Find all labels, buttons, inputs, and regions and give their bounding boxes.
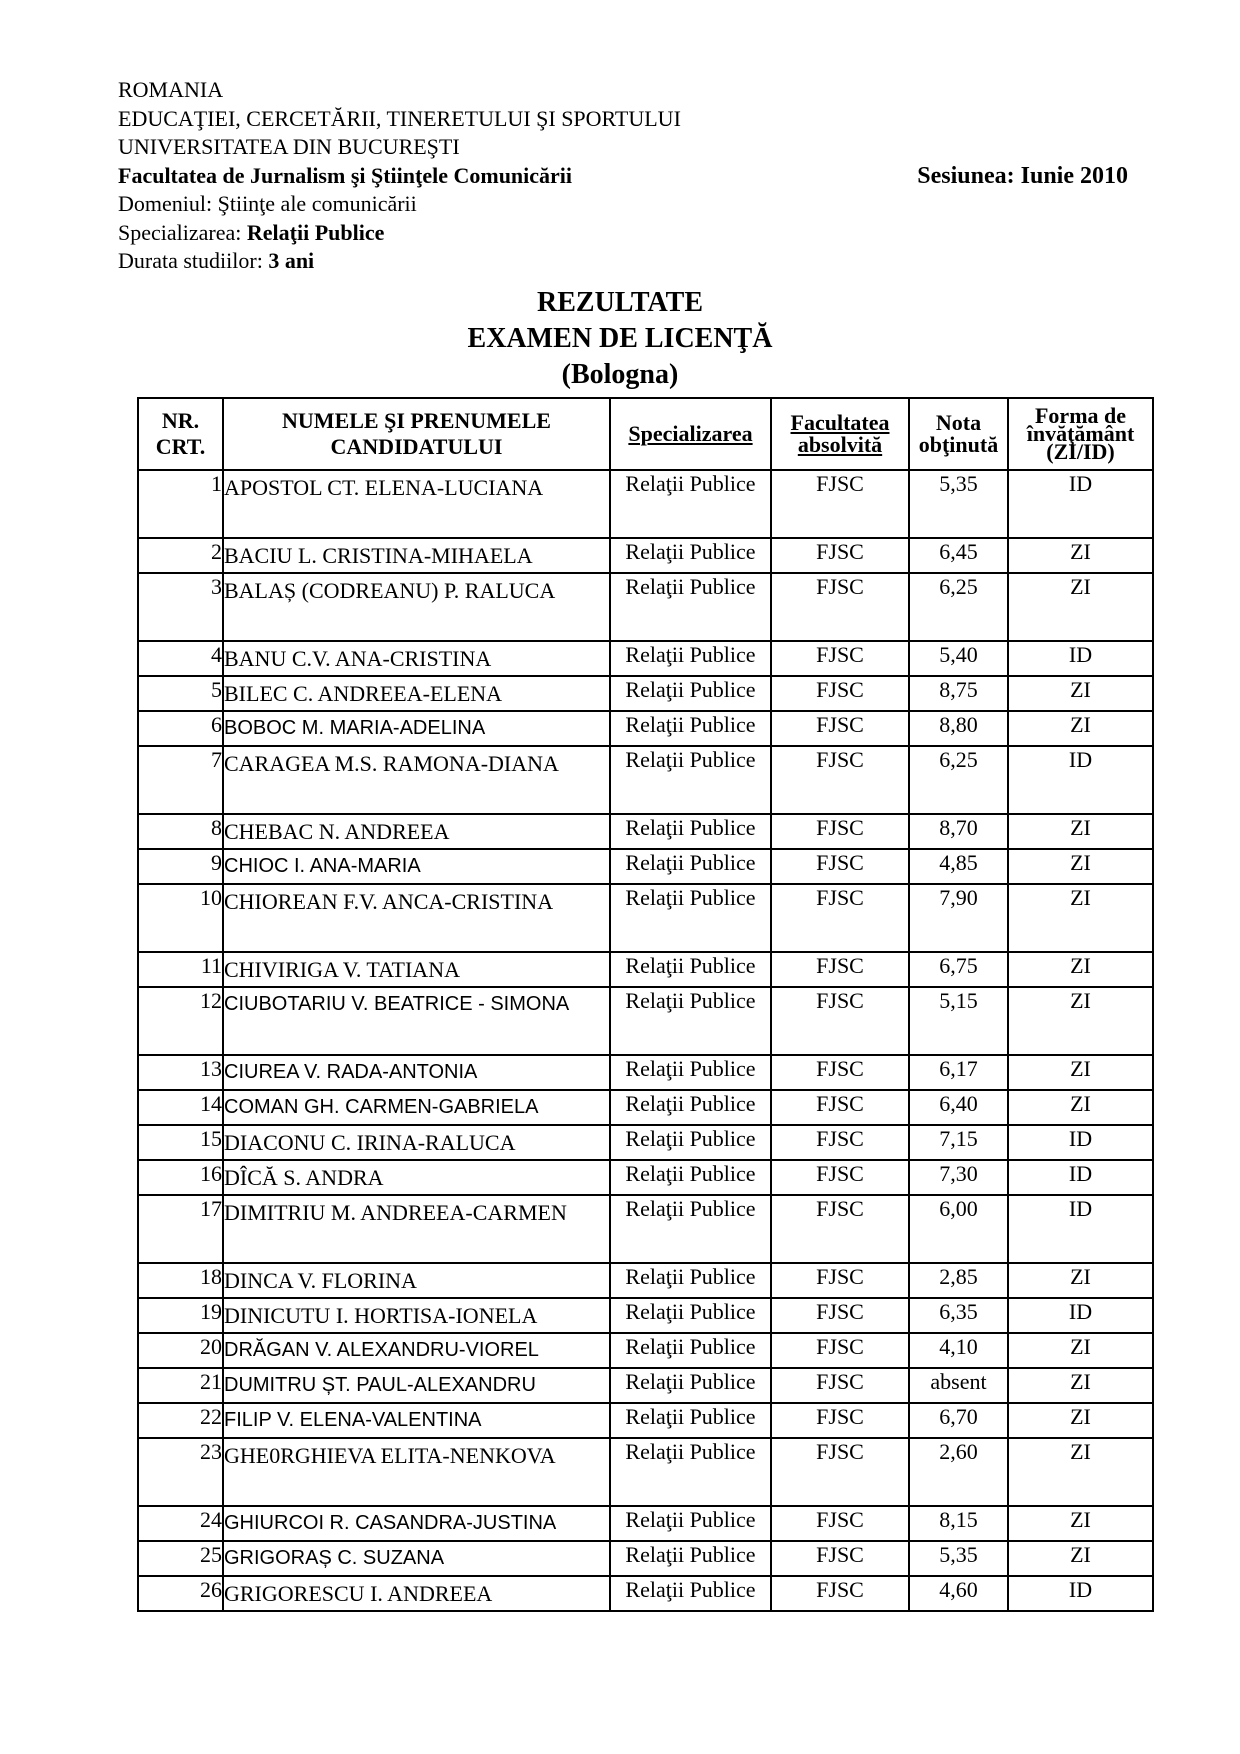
row-study-form: ID — [1008, 1195, 1153, 1263]
table-row — [138, 952, 1153, 987]
column-header-study-form — [1008, 398, 1153, 470]
row-nr: 6 — [138, 711, 223, 746]
row-study-form: ID — [1008, 1125, 1153, 1160]
row-nr: 21 — [138, 1368, 223, 1403]
row-grade: 6,75 — [909, 952, 1008, 987]
university-line: UNIVERSITATEA DIN BUCUREŞTI — [118, 134, 460, 159]
row-faculty: FJSC — [771, 1125, 909, 1160]
row-nr: 8 — [138, 814, 223, 849]
table-row — [138, 1576, 1153, 1611]
row-grade: 5,35 — [909, 1541, 1008, 1576]
table-row — [138, 573, 1153, 641]
row-faculty: FJSC — [771, 884, 909, 952]
row-faculty: FJSC — [771, 1090, 909, 1125]
row-faculty: FJSC — [771, 814, 909, 849]
row-specialization: Relaţii Publice — [610, 1298, 771, 1333]
row-nr: 16 — [138, 1160, 223, 1195]
row-specialization: Relaţii Publice — [610, 1506, 771, 1541]
row-nr: 9 — [138, 849, 223, 884]
row-study-form: ZI — [1008, 538, 1153, 573]
row-study-form: ID — [1008, 1160, 1153, 1195]
row-grade: 5,40 — [909, 641, 1008, 676]
row-study-form: ID — [1008, 1298, 1153, 1333]
document-title — [0, 285, 1240, 393]
specialization-label: Specializarea: — [118, 219, 247, 245]
column-header-grade — [909, 398, 1008, 470]
table-row — [138, 1263, 1153, 1298]
title-exam: EXAMEN DE LICENŢĂ — [467, 323, 773, 354]
row-nr: 2 — [138, 538, 223, 573]
row-name: CHEBAC N. ANDREEA — [223, 814, 610, 849]
ministry-line: EDUCAŢIEI, CERCETĂRII, TINERETULUI ŞI SPORTULUI — [118, 105, 681, 131]
row-specialization: Relaţii Publice — [610, 746, 771, 814]
row-study-form: ZI — [1008, 952, 1153, 987]
table-row — [138, 1055, 1153, 1090]
row-name: GRIGORESCU I. ANDREEA — [223, 1576, 610, 1611]
row-specialization: Relaţii Publice — [610, 849, 771, 884]
table-row — [138, 1333, 1153, 1368]
row-name: APOSTOL CT. ELENA-LUCIANA — [223, 470, 610, 538]
row-name: BACIU L. CRISTINA-MIHAELA — [223, 538, 610, 573]
column-header-specialization — [610, 398, 771, 470]
column-header-study-form-line1: Forma de — [1034, 403, 1127, 428]
table-row — [138, 814, 1153, 849]
row-specialization: Relaţii Publice — [610, 538, 771, 573]
row-name: DUMITRU ȘT. PAUL-ALEXANDRU — [223, 1368, 610, 1403]
row-name: CHIOC I. ANA-MARIA — [223, 849, 610, 884]
row-specialization: Relaţii Publice — [610, 1541, 771, 1576]
row-faculty: FJSC — [771, 711, 909, 746]
row-name: FILIP V. ELENA-VALENTINA — [223, 1403, 610, 1438]
row-faculty: FJSC — [771, 1541, 909, 1576]
row-study-form: ZI — [1008, 1403, 1153, 1438]
column-header-name-line1: NUMELE ŞI PRENUMELE — [282, 408, 551, 433]
row-grade: 4,10 — [909, 1333, 1008, 1368]
row-faculty: FJSC — [771, 1403, 909, 1438]
row-specialization: Relaţii Publice — [610, 1403, 771, 1438]
row-name: CHIVIRIGA V. TATIANA — [223, 952, 610, 987]
row-nr: 13 — [138, 1055, 223, 1090]
row-specialization: Relaţii Publice — [610, 573, 771, 641]
row-faculty: FJSC — [771, 1368, 909, 1403]
row-grade: 8,15 — [909, 1506, 1008, 1541]
row-name: BOBOC M. MARIA-ADELINA — [223, 711, 610, 746]
row-specialization: Relaţii Publice — [610, 1160, 771, 1195]
row-grade: 4,85 — [909, 849, 1008, 884]
row-name: BILEC C. ANDREEA-ELENA — [223, 676, 610, 711]
row-nr: 19 — [138, 1298, 223, 1333]
table-row — [138, 987, 1153, 1055]
row-faculty: FJSC — [771, 1263, 909, 1298]
row-grade: absent — [909, 1368, 1008, 1403]
row-faculty: FJSC — [771, 641, 909, 676]
row-nr: 24 — [138, 1506, 223, 1541]
row-specialization: Relaţii Publice — [610, 1368, 771, 1403]
row-grade: 4,60 — [909, 1576, 1008, 1611]
column-header-nr-line1: NR. — [161, 408, 200, 433]
row-name: GHE0RGHIEVA ELITA-NENKOVA — [223, 1438, 610, 1506]
row-specialization: Relaţii Publice — [610, 470, 771, 538]
faculty-name: Facultatea de Jurnalism şi Ştiinţele Comunicării — [118, 162, 573, 188]
title-bologna: (Bologna) — [561, 359, 679, 390]
row-name: BALAȘ (CODREANU) P. RALUCA — [223, 573, 610, 641]
row-nr: 4 — [138, 641, 223, 676]
row-name: DINCA V. FLORINA — [223, 1263, 610, 1298]
row-nr: 15 — [138, 1125, 223, 1160]
country-line: ROMANIA — [118, 77, 224, 102]
column-header-faculty-line1: Facultatea — [790, 410, 890, 435]
row-name: DÎCĂ S. ANDRA — [223, 1160, 610, 1195]
row-nr: 1 — [138, 470, 223, 538]
table-row — [138, 1160, 1153, 1195]
row-grade: 5,35 — [909, 470, 1008, 538]
row-specialization: Relaţii Publice — [610, 1263, 771, 1298]
domain-label: Domeniul: — [118, 191, 218, 216]
table-row — [138, 1195, 1153, 1263]
table-row — [138, 1438, 1153, 1506]
row-name: DRĂGAN V. ALEXANDRU-VIOREL — [223, 1333, 610, 1368]
row-grade: 8,75 — [909, 676, 1008, 711]
row-study-form: ZI — [1008, 1368, 1153, 1403]
row-grade: 7,90 — [909, 884, 1008, 952]
column-header-name-line2: CANDIDATULUI — [330, 434, 503, 459]
table-row — [138, 711, 1153, 746]
domain-value: Ştiinţe ale comunicării — [217, 191, 417, 216]
column-header-faculty-line2: absolvită — [797, 432, 883, 457]
row-name: BANU C.V. ANA-CRISTINA — [223, 641, 610, 676]
column-header-faculty — [771, 398, 909, 470]
row-specialization: Relaţii Publice — [610, 814, 771, 849]
duration-value: 3 ani — [268, 248, 315, 273]
row-specialization: Relaţii Publice — [610, 1090, 771, 1125]
row-faculty: FJSC — [771, 470, 909, 538]
results-table-body — [138, 470, 1153, 1611]
column-header-nr-line2: CRT. — [155, 434, 206, 459]
row-nr: 14 — [138, 1090, 223, 1125]
column-header-study-form-line3: (ZI/ID) — [1046, 439, 1115, 464]
row-faculty: FJSC — [771, 849, 909, 884]
duration-line — [118, 247, 1128, 276]
row-name: DINICUTU I. HORTISA-IONELA — [223, 1298, 610, 1333]
row-specialization: Relaţii Publice — [610, 1576, 771, 1611]
row-study-form: ZI — [1008, 1333, 1153, 1368]
row-grade: 6,17 — [909, 1055, 1008, 1090]
row-name: CHIOREAN F.V. ANCA-CRISTINA — [223, 884, 610, 952]
row-name: CIUBOTARIU V. BEATRICE - SIMONA — [223, 987, 610, 1055]
specialization-line — [118, 219, 1128, 248]
row-faculty: FJSC — [771, 1333, 909, 1368]
row-name: GHIURCOI R. CASANDRA-JUSTINA — [223, 1506, 610, 1541]
column-header-nr — [138, 398, 223, 470]
row-faculty: FJSC — [771, 573, 909, 641]
row-grade: 7,30 — [909, 1160, 1008, 1195]
row-nr: 25 — [138, 1541, 223, 1576]
row-faculty: FJSC — [771, 1506, 909, 1541]
row-grade: 2,60 — [909, 1438, 1008, 1506]
row-faculty: FJSC — [771, 987, 909, 1055]
row-nr: 10 — [138, 884, 223, 952]
row-study-form: ZI — [1008, 884, 1153, 952]
row-study-form: ID — [1008, 641, 1153, 676]
row-study-form: ZI — [1008, 1263, 1153, 1298]
row-study-form: ZI — [1008, 711, 1153, 746]
row-study-form: ZI — [1008, 1090, 1153, 1125]
table-row — [138, 641, 1153, 676]
session-label: Sesiunea: Iunie 2010 — [917, 162, 1128, 189]
table-row — [138, 1298, 1153, 1333]
row-specialization: Relaţii Publice — [610, 676, 771, 711]
table-row — [138, 849, 1153, 884]
row-nr: 11 — [138, 952, 223, 987]
table-row — [138, 884, 1153, 952]
row-nr: 5 — [138, 676, 223, 711]
table-row — [138, 1090, 1153, 1125]
row-nr: 18 — [138, 1263, 223, 1298]
column-header-name — [223, 398, 610, 470]
row-specialization: Relaţii Publice — [610, 711, 771, 746]
row-specialization: Relaţii Publice — [610, 641, 771, 676]
row-nr: 12 — [138, 987, 223, 1055]
table-row — [138, 746, 1153, 814]
row-name: GRIGORAȘ C. SUZANA — [223, 1541, 610, 1576]
column-header-study-form-line2: învăţământ — [1026, 421, 1135, 446]
row-nr: 20 — [138, 1333, 223, 1368]
row-nr: 26 — [138, 1576, 223, 1611]
row-study-form: ID — [1008, 746, 1153, 814]
table-row — [138, 1368, 1153, 1403]
row-grade: 6,40 — [909, 1090, 1008, 1125]
row-grade: 6,00 — [909, 1195, 1008, 1263]
row-faculty: FJSC — [771, 1160, 909, 1195]
row-nr: 17 — [138, 1195, 223, 1263]
row-study-form: ZI — [1008, 814, 1153, 849]
column-header-grade-line2: obţinută — [918, 432, 999, 457]
row-specialization: Relaţii Publice — [610, 987, 771, 1055]
row-specialization: Relaţii Publice — [610, 1195, 771, 1263]
row-grade: 6,25 — [909, 573, 1008, 641]
table-header-row — [138, 398, 1153, 470]
row-specialization: Relaţii Publice — [610, 1438, 771, 1506]
row-grade: 8,80 — [909, 711, 1008, 746]
row-specialization: Relaţii Publice — [610, 884, 771, 952]
row-specialization: Relaţii Publice — [610, 1333, 771, 1368]
row-nr: 7 — [138, 746, 223, 814]
table-row — [138, 470, 1153, 538]
row-grade: 8,70 — [909, 814, 1008, 849]
row-faculty: FJSC — [771, 538, 909, 573]
row-study-form: ZI — [1008, 849, 1153, 884]
row-specialization: Relaţii Publice — [610, 1125, 771, 1160]
results-table — [137, 397, 1154, 1612]
document-header — [118, 76, 1128, 276]
row-faculty: FJSC — [771, 1298, 909, 1333]
row-grade: 7,15 — [909, 1125, 1008, 1160]
row-name: CIUREA V. RADA-ANTONIA — [223, 1055, 610, 1090]
row-name: CARAGEA M.S. RAMONA-DIANA — [223, 746, 610, 814]
row-grade: 6,70 — [909, 1403, 1008, 1438]
row-specialization: Relaţii Publice — [610, 1055, 771, 1090]
row-study-form: ZI — [1008, 1438, 1153, 1506]
row-faculty: FJSC — [771, 676, 909, 711]
row-study-form: ZI — [1008, 987, 1153, 1055]
row-specialization: Relaţii Publice — [610, 952, 771, 987]
row-study-form: ID — [1008, 470, 1153, 538]
row-name: DIMITRIU M. ANDREEA-CARMEN — [223, 1195, 610, 1263]
table-row — [138, 538, 1153, 573]
table-row — [138, 1125, 1153, 1160]
row-faculty: FJSC — [771, 746, 909, 814]
row-faculty: FJSC — [771, 1576, 909, 1611]
row-grade: 6,25 — [909, 746, 1008, 814]
row-faculty: FJSC — [771, 952, 909, 987]
table-row — [138, 1506, 1153, 1541]
row-study-form: ZI — [1008, 676, 1153, 711]
domain-line — [118, 190, 1128, 219]
row-study-form: ZI — [1008, 573, 1153, 641]
row-nr: 23 — [138, 1438, 223, 1506]
faculty-session-line — [118, 162, 1128, 191]
row-grade: 2,85 — [909, 1263, 1008, 1298]
duration-label: Durata studiilor: — [118, 248, 269, 273]
row-name: DIACONU C. IRINA-RALUCA — [223, 1125, 610, 1160]
row-grade: 6,35 — [909, 1298, 1008, 1333]
row-nr: 22 — [138, 1403, 223, 1438]
column-header-grade-line1: Nota — [935, 410, 982, 435]
row-study-form: ZI — [1008, 1055, 1153, 1090]
row-nr: 3 — [138, 573, 223, 641]
row-study-form: ZI — [1008, 1541, 1153, 1576]
column-header-specialization-label: Specializarea — [628, 421, 753, 446]
row-faculty: FJSC — [771, 1438, 909, 1506]
row-study-form: ID — [1008, 1576, 1153, 1611]
row-faculty: FJSC — [771, 1055, 909, 1090]
row-study-form: ZI — [1008, 1506, 1153, 1541]
row-name: COMAN GH. CARMEN-GABRIELA — [223, 1090, 610, 1125]
title-results: REZULTATE — [537, 287, 703, 318]
table-row — [138, 676, 1153, 711]
row-grade: 6,45 — [909, 538, 1008, 573]
row-faculty: FJSC — [771, 1195, 909, 1263]
table-row — [138, 1541, 1153, 1576]
specialization-value: Relaţii Publice — [246, 219, 385, 245]
row-grade: 5,15 — [909, 987, 1008, 1055]
table-row — [138, 1403, 1153, 1438]
